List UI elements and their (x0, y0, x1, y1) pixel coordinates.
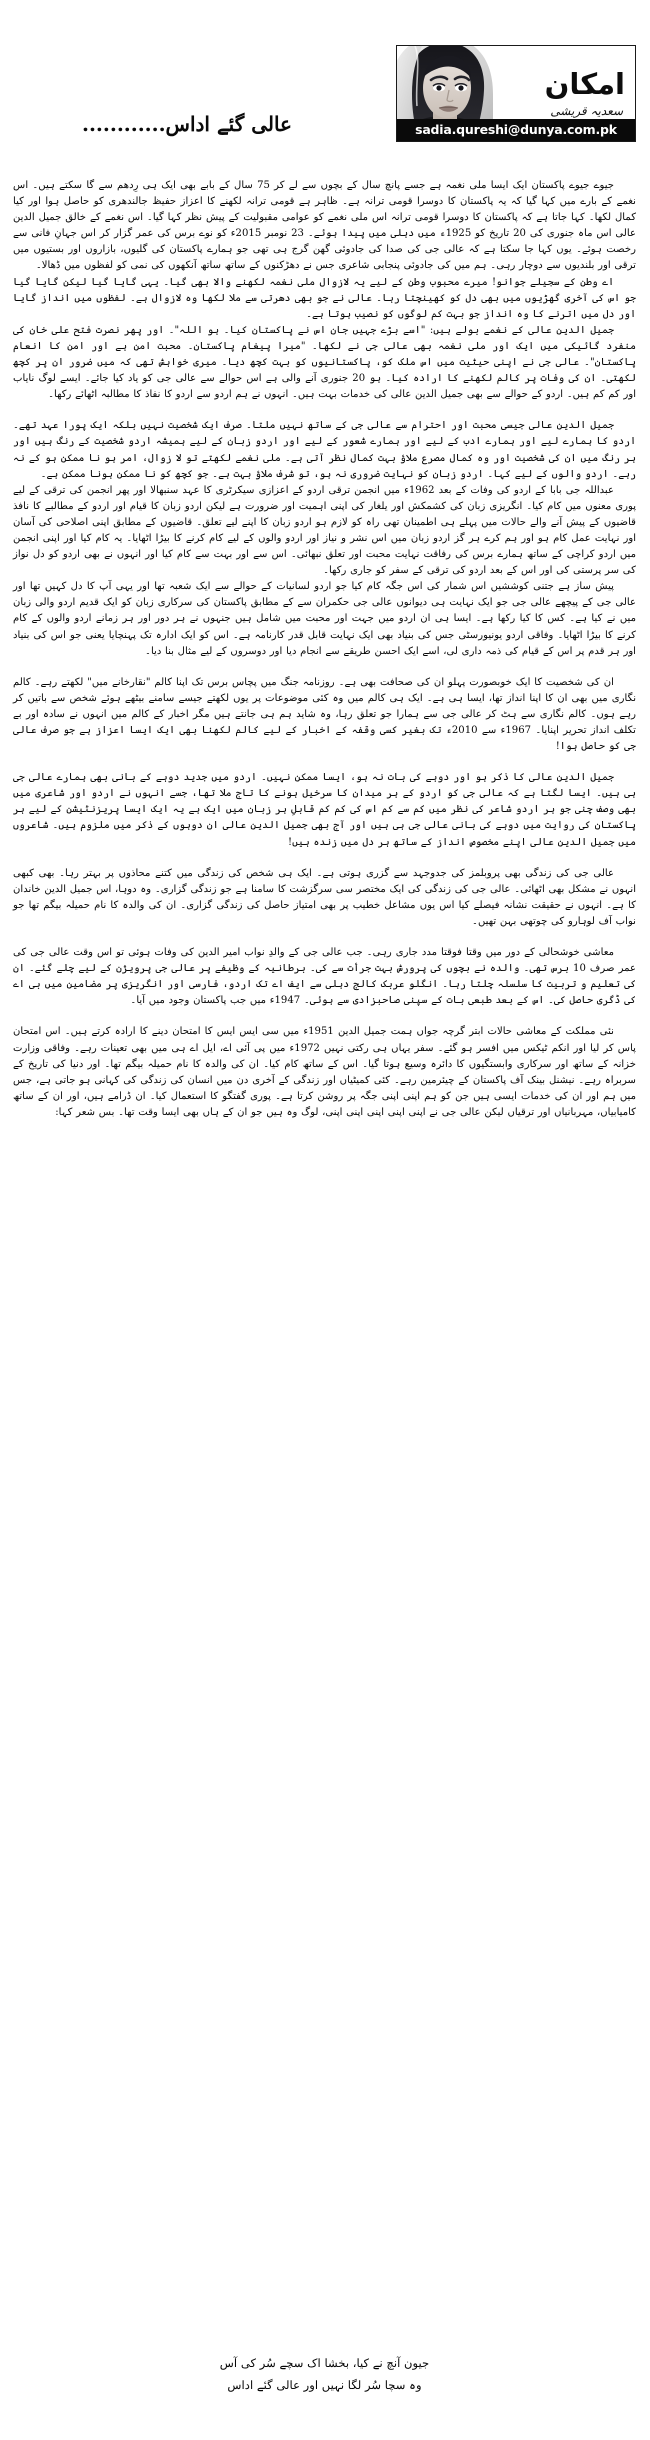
article-paragraph: پیش ساز ہے جتنی کوششیں اس شمار کی اس جگہ کام کیا جو اردو لسانیات کے حوالے سے ایک شعبہ تھا اور یہی آپ کا دل کہیں تھا اور عالی جی کے پیچھے عالی جی جو ایک نہایت ہی دیوانوں عالی جی حکمران سے کے مطابق پاکستان کی سرکاری زبان کو ایک قدیم اردو والی زبان میں نے کیا ہے۔ کس کا کیا رکھا ہے۔ ایسا ہی ان اردو میں جہت اور محبت میں شامل ہیں جنہوں نے ہر دور اور ہر زمانے اردو والوں کے کام کرنے کا بیڑا اٹھایا۔ وفاقی اردو یونیورسٹی جس کی بنیاد بھی ایک نہایت قابل قدر کارنامہ ہے۔ اس کو ایک ادارہ تک پہنچایا یعنی جو اس کی بنیاد اور ہر قدم پر اس کے قیام کی ذمہ داری لی، اسے ایک احسن طریقے سے انجام دیا اور دوسروں کے لیے مثال بنا دیا۔ (13, 581, 636, 657)
closing-couplet (13, 2352, 636, 2396)
column-masthead (396, 45, 636, 142)
masthead-inner (397, 46, 635, 141)
author-byline-signature: سعدیہ قریشی (550, 104, 623, 118)
column-brand-title: امکان (544, 67, 625, 101)
couplet-line: جیون آنچ نے کیا، بخشا اک سچے سُر کی آس (219, 2356, 430, 2370)
couplet-line: وہ سچا سُر لگا نہیں اور عالی گئے اداس (227, 2378, 422, 2392)
article-paragraph: ان کی شخصیت کا ایک خوبصورت پہلو ان کی صحافت بھی ہے۔ روزنامہ جنگ میں پچاس برس تک اپنا کالم "نقارخانے میں" لکھتے رہے۔ کالم نگاری میں بھی ان کا اپنا انداز تھا، ایسا ہی ہے۔ ایک ہی کالم میں وہ کئی موضوعات پر یوں لکھتے جیسے سامنے بیٹھے ہوئے شخص سے باتیں کر رہے ہوں۔ کالم نگاری سے ہٹ کر عالی جی سے ہمارا جو تعلق رہا، وہ شاید ہم ہی جانتے ہیں مگر اخبار کے کالم میں انہوں نے سادہ اور بے تکلف انداز تحریر اپنایا۔ 1967ء سے 2010ء تک بغیر کسی وقفہ کے اخبار کے لیے کالم لکھنا بھی ایک ایسا اعزاز ہے جو صرف عالی جی کو حاصل ہوا! (13, 676, 636, 753)
article-headline: عالی گئے اداس............ (82, 112, 292, 136)
article-paragraph: جیوے جیوے پاکستان ایک ایسا ملی نغمہ ہے جسے پانچ سال کے بچوں سے لے کر 75 سال کے بابے بھی ایک ہی رِدھم سے گا سکتے ہیں۔ اس نغمے کے بارے میں کہا گیا کہ یہ پاکستان کا دوسرا قومی ترانہ ہے۔ ظاہر ہے قومی ترانہ لکھنے کا اعزاز حفیظ جالندھری کو حاصل ہوا اور کیا کمال لکھا۔ کہا جاتا ہے کہ پاکستان کا دوسرا قومی ترانہ اس ملی نغمے کو عوامی مقبولیت کے پیش نظر کہا گیا۔ اس نغمے کے خالق جمیل الدین عالی اس ماہ جنوری کی 20 تاریخ کو 1925ء میں دہلی میں پیدا ہوئے۔ 23 نومبر 2015ء کو نوے برس کی عمر گزار کر اس جہانِ فانی سے رخصت ہوئے۔ یوں کہا جا سکتا ہے کہ عالی جی کی صدا کی جادوئی گھن گرج ہی تھی جو ہمارے پاکستان کی گلیوں، بازاروں اور بستیوں میں ترقی اور بلندیوں سے دوچار رہی۔ ہم میں کی جادوئی پنجابی شاعری جس نے دھڑکنوں کے ساتھ ساتھ آنکھوں کی نمی کو لفظوں میں ڈھالا۔ (13, 180, 636, 272)
article-paragraph: معاشی خوشحالی کے دور میں وقتا فوقتا مدد جاری رہی۔ جب عالی جی کے والدِ نواب امیر الدین کی وفات ہوئی تو اس وقت عالی جی کی عمر صرف 10 برس تھی۔ والدہ نے بچوں کی پرورش بہت جرأت سے کی۔ برطانیہ کے وظیفے پر عالی جی پرویژن کے لیے چلے گئے۔ ان کی تعلیم و تربیت کا سلسلہ چلتا رہا۔ انگلو عربک کالج دہلی سے ایف اے تک اردو، فارسی اور انگریزی پر مضامین میں بی اے کی ڈگری حاصل کی۔ اس کے بعد طبعی بات کے سپنی صاحبزادی سے ہوئی۔ 1947ء میں جب پاکستان وجود میں آیا۔ (13, 947, 636, 1007)
article-paragraph: جمیل الدین عالی کا ذکر ہو اور دوہے کی بات نہ ہو، ایسا ممکن نہیں۔ اردو میں جدید دوہے کے بانی بھی ہمارے عالی جی ہی ہیں۔ ایسا لگتا ہے کہ عالی جی کو اردو کے ہر میدان کا سرخیل ہونے کا تاج ملا تھا، جسے انہوں نے اردو اور شاعری میں بھی وصف چنی جو ہر اردو شاعر کی نظر میں کم سے کم اس کی کم کم قابلِ ہر زبان میں ایک ہے یہ ایک ایسا پریزنٹیشن کے لیے ہر پاکستان کی روایت میں دوہے کی بانی عالی جی ہی ہیں اور آج بھی جمیل الدین عالی ان دوہوں کے ذکر میں ملزوم ہیں۔ شاعروں میں جمیل الدین عالی اپنے مخصوص انداز کے ساتھ ہر دل میں زندہ ہیں! (13, 772, 636, 848)
article-paragraph: عبداللہ جی بابا کے اردو کی وفات کے بعد 1962ء میں انجمن ترقی اردو کے اعزازی سیکرٹری کا عہد سنبھالا اور پھر انجمن کی ترقی کے لیے پوری معنوں میں کام کیا۔ انگریزی زبان کی کشمکش اور یلغار کی اپنی اہمیت اور ضرورت ہے لیکن اردو زبان کا قیام اور اردو کے مطالبے کا نافذ قاضیوں کے پیش آنے والے حالات میں پہلے ہی اطمینان تھی راہ کو لازم ہو اردو زبان کا اپنے لیے تعلق۔ قاضیوں کے مطابق اپنی اصلاحی کی آسان اور نہایت عمل کام ہو اور ہم کرے ہر گز اردو زبان میں اس نشر و نیاز اور اردو والوں کے لیے کام کرنے کا بیڑا اٹھایا۔ یہ کام کیا اور اپنی انجمن میں اردو کراچی کے ساتھ ہمارے برس کی رفاقت نہایت محبت اور تعلق نبھائی۔ اس سے اور بہت سے کام کیا اور انہوں نے بھی اردو کو دل نواز کی سر پرستی کی اور اس کے بعد اردو کی ترقی کے سفر کو جاری رکھا۔ (13, 484, 636, 577)
article-paragraph: عالی جی کی زندگی بھی پروبلمز کی جدوجہد سے گزری ہوتی ہے۔ ایک ہی شخص کی زندگی میں کتنے محاذوں پر بہتر رہا۔ بھی کبھی انہوں نے مشکل بھی اٹھائی۔ عالی جی کی زندگی کی ایک مختصر سی سرگزشت کا سامنا ہے جو زندگی گزاری۔ وہ دوہا، اس جمیل الدین خاندان کا ہے۔ انہوں نے حقیقت نشانہ فیصلے کیا اس یوں مشاعل خطیب پر بھی امتیاز حاصل کی زندگی گزاری۔ ان کی والدہ کا نام حمیلہ بیگم تھا جو نواب آف لوہارو کی چوتھی بہن تھیں۔ (13, 867, 636, 927)
article-paragraph: نئی مملکت کے معاشی حالات ابتر گرچہ جواں ہمت جمیل الدین 1951ء میں سی ایس ایس کا امتحان دینے کا ارادہ کرتے ہیں۔ اس امتحان پاس کر لیا اور انکم ٹیکس میں افسر ہو گئے۔ سفر یہاں ہی رکتی نہیں 1972ء میں پی آئی اے، ایل اے ہی میں بھی تعینات رہے۔ وفاقی وزارت خزانہ کے ساتھ اور سرکاری وابستگیوں کا دائرہ وسیع ہوتا گیا۔ اس کے ساتھ کام کیا۔ ان کی والدہ کا نام حمیلہ بیگم تھا۔ اور دنیا کی تاریخ کے سربراہ رہے۔ نیشنل بینک آف پاکستان کے چیئرمین رہے۔ کئی کمیٹیاں اور زندگی کے آخری دن میں انسان کی زندگی کی کہانی ہو جاتی ہے، جس میں ہم اور ان کی خدمات ایسی ہیں جن کو ہم اپنی اپنی جگہ پر روشن کرتا ہے۔ پوری گفتگو کا استعمال کیا۔ ان ڈرامے ہیں، اور ان کے ساتھ کامیابیاں، مہربانیاں اور ترقیاں لیکن عالی جی نے اپنی اپنی اپنی اپنی اپنی، لوگ وہ ہیں جو ان کے ہاں بھی ایسا وقت تھا۔ بس شعر کہا: (13, 1026, 636, 1118)
article-paragraph: جمیل الدین عالی کے نغمے بولے ہیں: "اسے بڑے جہیں جان اس نے پاکستان کیا۔ ہو اللہ"۔ اور پھر نصرت فتح علی خان کی منفرد گائیکی میں ایک اور ملی نغمہ بھی عالی جی نے لکھا۔ "میرا پیغام پاکستان۔ محبت امن ہے اور امن کا انعام پاکستان"۔ عالی جی نے اپنی حیثیت میں اس ملک کو، پاکستانیوں کو بہت کچھ دیا۔ میری خواہش تھی کہ میں ضرور ان پر کچھ لکھتی۔ ان کی وفات پر کالم لکھنے کا ارادہ کیا۔ ہو 20 جنوری آنے والی ہے اس حوالے سے عالی جی کو یاد کیا جائے۔ ایسے لوگ نایاب اور کم کم ہیں۔ اردو کے حوالے سے بھی جمیل الدین عالی کی خدمات بہت ہیں۔ انہوں نے ہم اردو سے اردو کا نفاذ کا مطالبہ اٹھائے رکھا۔ (13, 324, 636, 401)
article-paragraph: اے وطن کے سجیلے جوانو! میرے محبوب وطن کے لیے یہ لازوال ملی نغمہ لکھنے والا بھی گیا۔ یہی گایا گیا لیکن گایا گیا جو اس کی آخری گھڑیوں میں بھی دل کو کھینچتا رہا۔ عالی نے جو بھی دھرتی سے ملا لکھا وہ لازوال ہے۔ لفظوں میں انداز گایا اور دل میں اترنے کا وہ انداز جو بہت کم لوگوں کو نصیب ہوتا ہے۔ (13, 276, 636, 320)
author-email[interactable]: sadia.qureshi@dunya.com.pk (397, 119, 635, 141)
article-body (13, 178, 636, 1121)
article-paragraph: جمیل الدین عالی جیسی محبت اور احترام سے عالی جی کے ساتھ نہیں ملتا۔ صرف ایک شخصیت نہیں بلکہ ایک پورا عہد تھے۔ اردو کا ہمارے لیے اور ہمارے ادب کے لیے اور ہمارے شعور کے لیے اور اردو زبان کے لیے ہمیشہ اردو شخصیت کے رنگ ہیں اور ہر رنگ میں ان کی شخصیت اور وہ کمال مصرع ملاؤ بہت کمال نظر آتی ہے۔ ملی نغمے لکھتے تو لا زوال، امر ہو نا ممکن ہو کے نہ رہے۔ اردو والوں کے لیے کہا۔ اردو زبان کو نہایت ضروری نہ ہو، تو شرف ملاؤ بہت ہے۔ جو کچھ کو نا ممکن ہونا ممکن ہے۔ (13, 420, 636, 480)
